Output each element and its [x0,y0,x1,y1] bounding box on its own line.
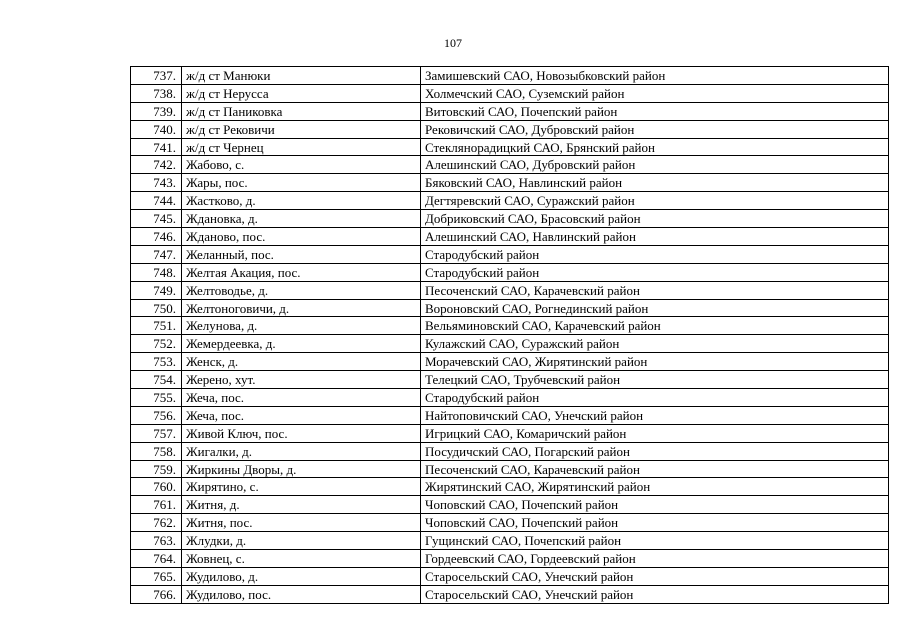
table-row [131,514,889,532]
row-number: 751. [131,317,182,335]
administrative-area: Кулажский САО, Суражский район [421,335,889,353]
table-row [131,245,889,263]
administrative-area: Гущинский САО, Почепский район [421,532,889,550]
table-row [131,335,889,353]
settlement-name: ж/д ст Паниковка [182,102,421,120]
settlement-name: Желтая Акация, пос. [182,263,421,281]
row-number: 755. [131,389,182,407]
table-row [131,496,889,514]
table-row [131,478,889,496]
administrative-area: Песоченский САО, Карачевский район [421,460,889,478]
settlement-name: Живой Ключ, пос. [182,424,421,442]
row-number: 763. [131,532,182,550]
table-row [131,120,889,138]
page-number: 107 [444,36,462,50]
row-number: 766. [131,585,182,603]
administrative-area: Вороновский САО, Рогнединский район [421,299,889,317]
settlement-name: Жлудки, д. [182,532,421,550]
administrative-area: Стародубский район [421,245,889,263]
settlement-name: Жирятино, с. [182,478,421,496]
administrative-area: Старосельский САО, Унечский район [421,567,889,585]
table-row [131,299,889,317]
settlement-name: ж/д ст Рековичи [182,120,421,138]
administrative-area: Чоповский САО, Почепский район [421,496,889,514]
administrative-area: Бяковский САО, Навлинский район [421,174,889,192]
settlement-name: Жудилово, д. [182,567,421,585]
table-row [131,371,889,389]
row-number: 743. [131,174,182,192]
table-row [131,567,889,585]
table-row [131,192,889,210]
row-number: 750. [131,299,182,317]
row-number: 762. [131,514,182,532]
row-number: 754. [131,371,182,389]
table-row [131,210,889,228]
table-row [131,67,889,85]
administrative-area: Витовский САО, Почепский район [421,102,889,120]
table-row [131,585,889,603]
administrative-area: Стародубский район [421,263,889,281]
administrative-area: Игрицкий САО, Комаричский район [421,424,889,442]
row-number: 737. [131,67,182,85]
settlement-name: Жданово, пос. [182,228,421,246]
settlement-name: Жовнец, с. [182,550,421,568]
administrative-area: Добриковский САО, Брасовский район [421,210,889,228]
administrative-area: Посудичский САО, Погарский район [421,442,889,460]
administrative-area: Дегтяревский САО, Суражский район [421,192,889,210]
settlement-name: Жастково, д. [182,192,421,210]
settlement-name: Ждановка, д. [182,210,421,228]
table-row [131,84,889,102]
table-row [131,263,889,281]
settlements-table [130,66,889,604]
settlement-name: Житня, д. [182,496,421,514]
administrative-area: Телецкий САО, Трубчевский район [421,371,889,389]
row-number: 753. [131,353,182,371]
row-number: 760. [131,478,182,496]
administrative-area: Чоповский САО, Почепский район [421,514,889,532]
row-number: 747. [131,245,182,263]
table-row [131,353,889,371]
administrative-area: Стеклянорадицкий САО, Брянский район [421,138,889,156]
settlement-name: ж/д ст Чернец [182,138,421,156]
table-row [131,102,889,120]
row-number: 764. [131,550,182,568]
settlement-name: Жары, пос. [182,174,421,192]
table-row [131,550,889,568]
settlement-name: Жудилово, пос. [182,585,421,603]
settlement-name: Жиркины Дворы, д. [182,460,421,478]
table-body [131,67,889,604]
administrative-area: Найтоповичский САО, Унечский район [421,406,889,424]
settlement-name: ж/д ст Манюки [182,67,421,85]
settlement-name: Жабово, с. [182,156,421,174]
administrative-area: Песоченский САО, Карачевский район [421,281,889,299]
table-row [131,442,889,460]
settlement-name: Житня, пос. [182,514,421,532]
row-number: 765. [131,567,182,585]
settlement-name: Жерено, хут. [182,371,421,389]
table-row [131,460,889,478]
table-row [131,156,889,174]
table-row [131,389,889,407]
table-row [131,317,889,335]
administrative-area: Старосельский САО, Унечский район [421,585,889,603]
table-row [131,228,889,246]
settlement-name: Жемердеевка, д. [182,335,421,353]
settlement-name: Женск, д. [182,353,421,371]
row-number: 748. [131,263,182,281]
row-number: 752. [131,335,182,353]
administrative-area: Вельяминовский САО, Карачевский район [421,317,889,335]
table-row [131,406,889,424]
row-number: 745. [131,210,182,228]
row-number: 744. [131,192,182,210]
table-row [131,174,889,192]
administrative-area: Гордеевский САО, Гордеевский район [421,550,889,568]
row-number: 742. [131,156,182,174]
table-row [131,532,889,550]
row-number: 761. [131,496,182,514]
row-number: 738. [131,84,182,102]
table-row [131,138,889,156]
settlement-name: Жеча, пос. [182,389,421,407]
table-row [131,424,889,442]
settlement-name: Жигалки, д. [182,442,421,460]
administrative-area: Стародубский район [421,389,889,407]
administrative-area: Морачевский САО, Жирятинский район [421,353,889,371]
settlement-name: Желунова, д. [182,317,421,335]
row-number: 759. [131,460,182,478]
settlement-name: Желтоводье, д. [182,281,421,299]
row-number: 757. [131,424,182,442]
administrative-area: Алешинский САО, Навлинский район [421,228,889,246]
row-number: 740. [131,120,182,138]
administrative-area: Алешинский САО, Дубровский район [421,156,889,174]
row-number: 746. [131,228,182,246]
settlement-name: ж/д ст Нерусса [182,84,421,102]
administrative-area: Замишевский САО, Новозыбковский район [421,67,889,85]
settlement-name: Жеча, пос. [182,406,421,424]
row-number: 741. [131,138,182,156]
administrative-area: Рековичский САО, Дубровский район [421,120,889,138]
administrative-area: Жирятинский САО, Жирятинский район [421,478,889,496]
row-number: 758. [131,442,182,460]
settlement-name: Желтоноговичи, д. [182,299,421,317]
table-row [131,281,889,299]
row-number: 749. [131,281,182,299]
administrative-area: Холмечский САО, Суземский район [421,84,889,102]
row-number: 756. [131,406,182,424]
settlement-name: Желанный, пос. [182,245,421,263]
row-number: 739. [131,102,182,120]
